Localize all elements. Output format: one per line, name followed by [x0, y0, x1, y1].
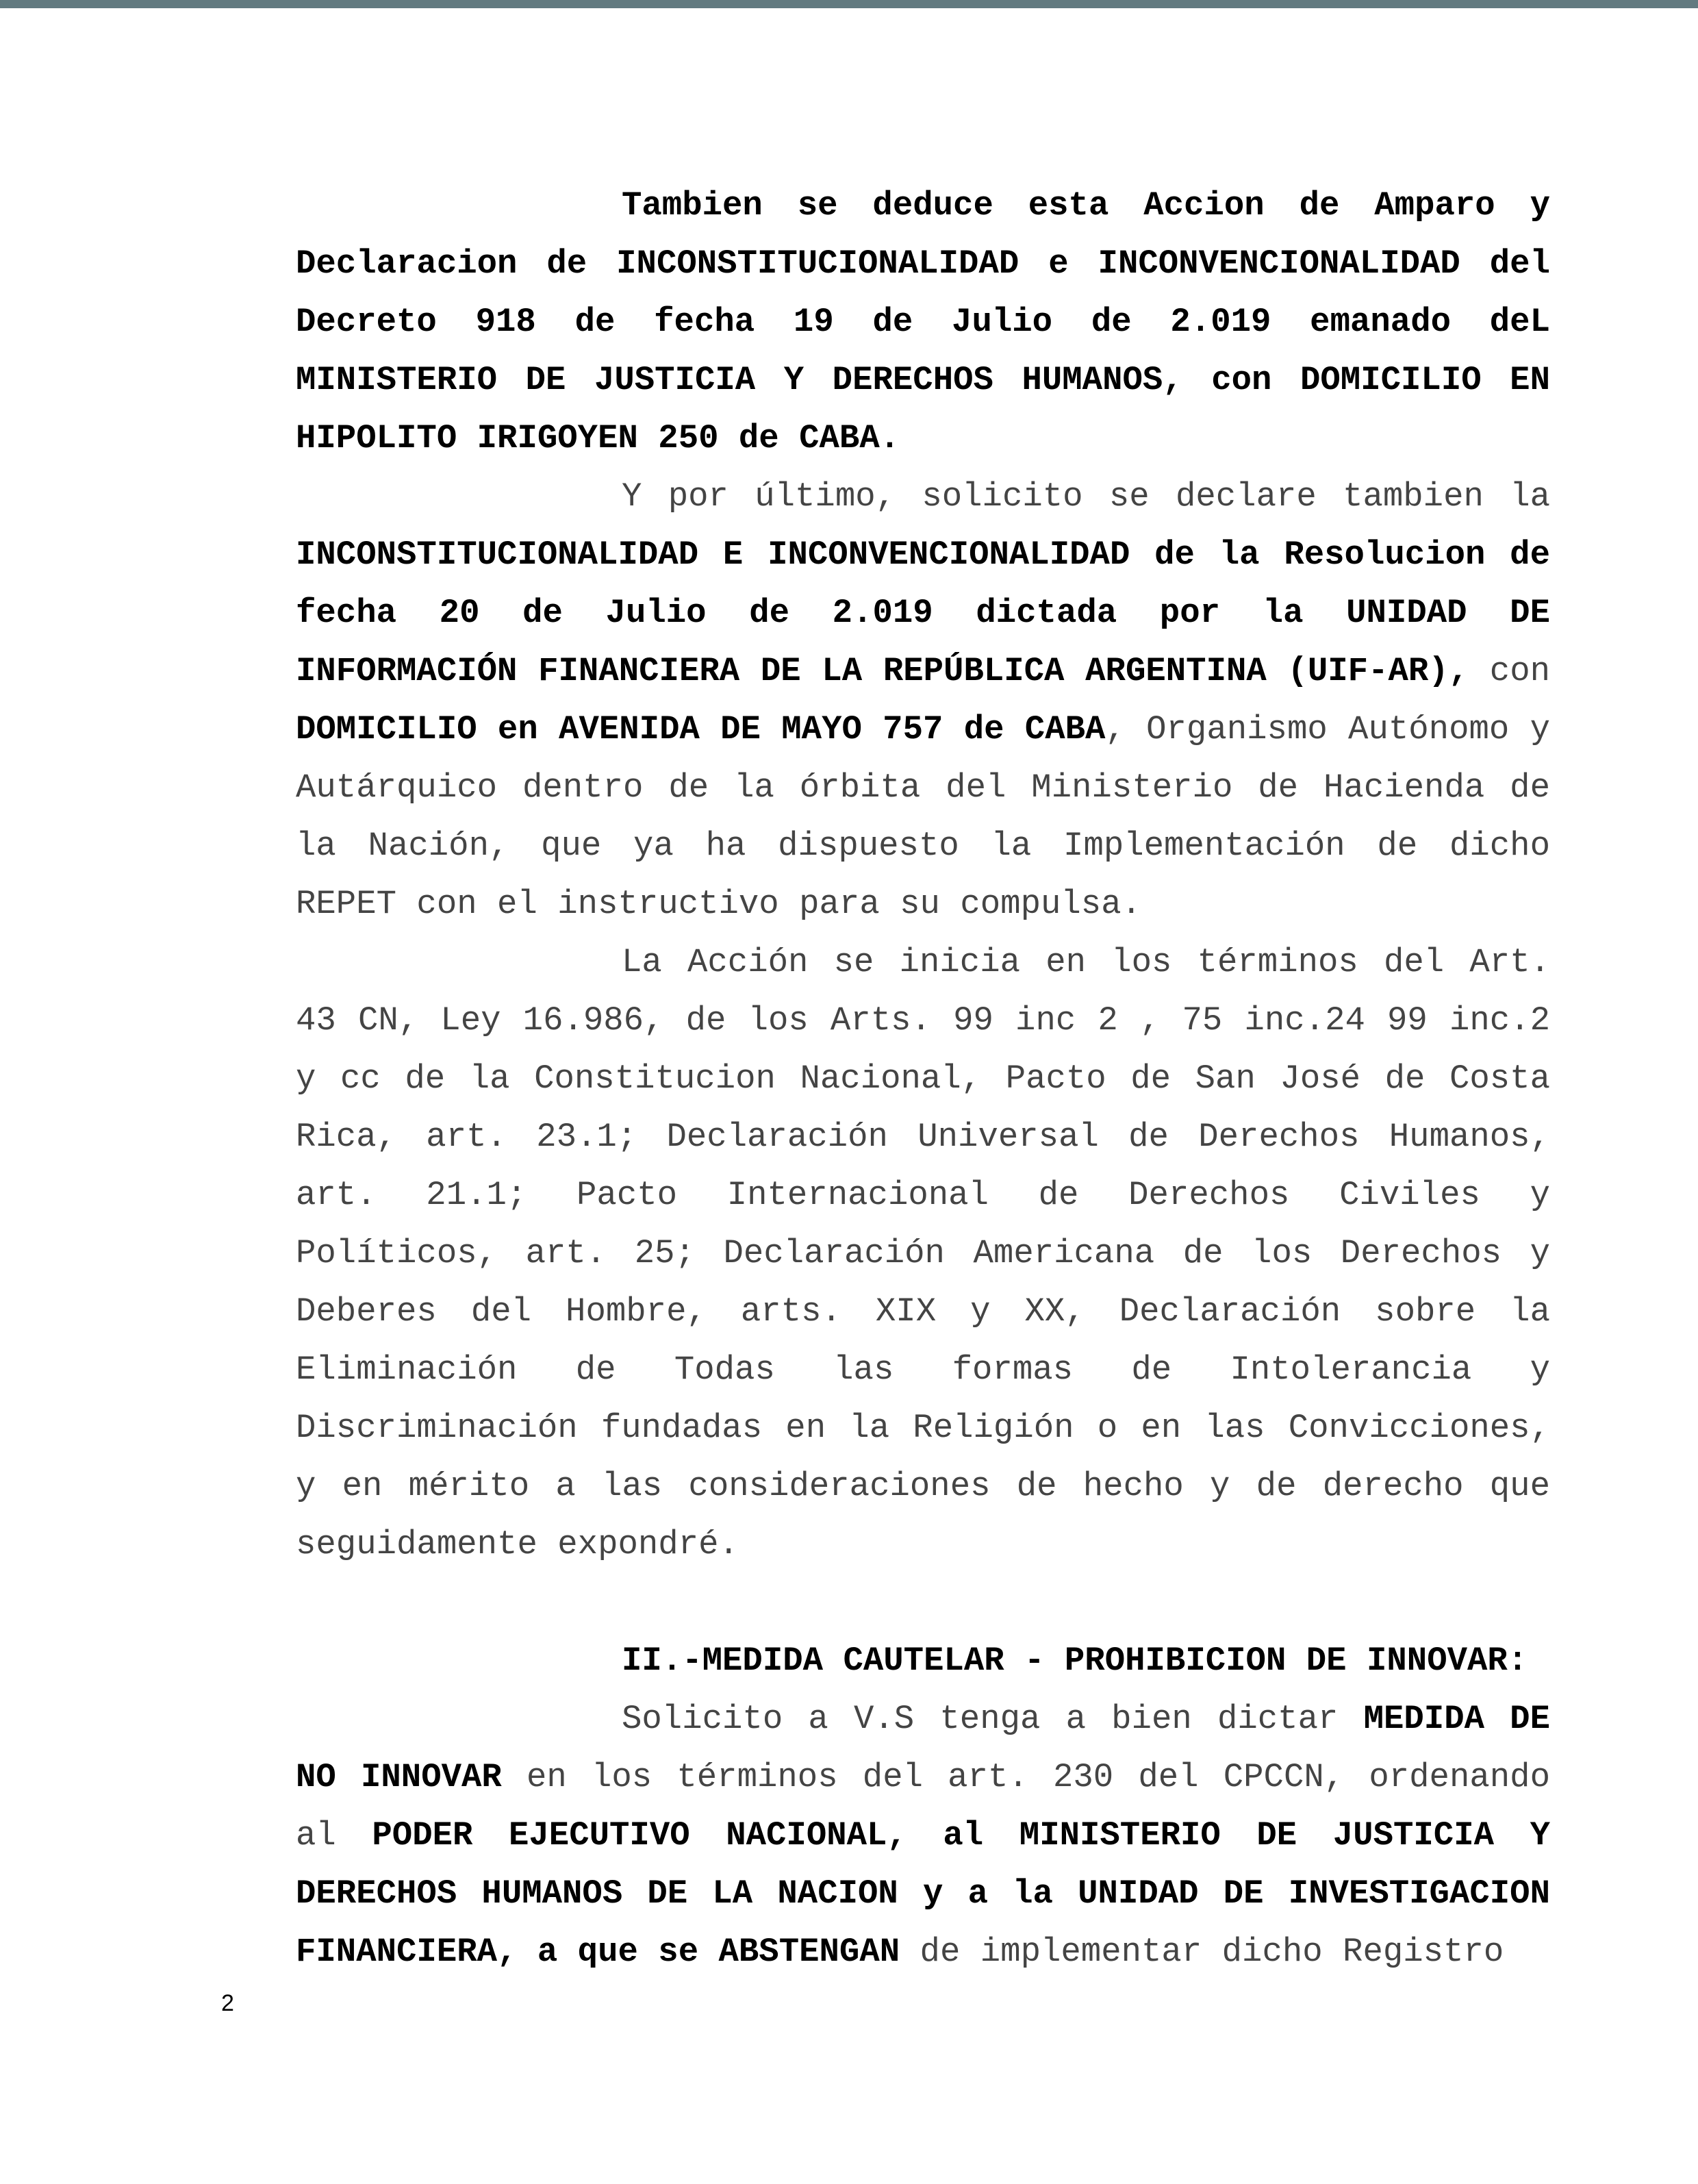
- paragraph-resolucion-bold-1: INCONSTITUCIONALIDAD E INCONVENCIONALIDAD de la Resolucion de fecha 20 de Julio de 2.019 dictada por la UNIDAD DE INFORMACIÓN FINANCIERA DE LA REPÚBLICA ARGENTINA (UIF-AR),: [296, 536, 1550, 690]
- paragraph-resolucion: [296, 468, 1550, 933]
- section-heading-text: II.-MEDIDA CAUTELAR - PROHIBICION DE INNOVAR:: [622, 1642, 1528, 1680]
- paragraph-resolucion-con: con: [1469, 652, 1550, 690]
- paragraph-resolucion-bold-2: DOMICILIO en AVENIDA DE MAYO 757 de CABA: [296, 710, 1106, 749]
- paragraph-medida-mid: en los términos del art. 230 del CPCCN, ordenando al: [296, 1758, 1550, 1855]
- paragraph-medida: [296, 1690, 1550, 1981]
- paragraph-amparo: [296, 177, 1550, 468]
- top-accent-bar: [0, 0, 1698, 8]
- paragraph-resolucion-intro: Y por último, solicito se declare tambien la: [622, 477, 1550, 516]
- paragraph-amparo-text: Tambien se deduce esta Accion de Amparo y Declaracion de INCONSTITUCIONALIDAD e INCONVENCIONALIDAD del Decreto 918 de fecha 19 de Julio de 2.019 emanado deL MINISTERIO DE JUSTICIA Y DERECHOS HUMANOS, con DOMICILIO EN HIPOLITO IRIGOYEN 250 de CABA.: [296, 186, 1550, 457]
- paragraph-resolucion-rest: , Organismo Autónomo y Autárquico dentro de la órbita del Ministerio de Hacienda de la Nación, que ya ha dispuesto la Implementación de dicho REPET con el instructivo para su compulsa.: [296, 710, 1550, 923]
- paragraph-medida-bold-2: PODER EJECUTIVO NACIONAL, al MINISTERIO DE JUSTICIA Y DERECHOS HUMANOS DE LA NACION y a la UNIDAD DE INVESTIGACION FINANCIERA, a que se ABSTENGAN: [296, 1816, 1550, 1971]
- paragraph-medida-intro: Solicito a V.S tenga a bien dictar: [622, 1700, 1364, 1738]
- paragraph-accion: [296, 933, 1550, 1574]
- paragraph-spacer: [296, 1574, 1550, 1632]
- page-number: 2: [221, 1990, 234, 2016]
- paragraph-accion-text: La Acción se inicia en los términos del Art. 43 CN, Ley 16.986, de los Arts. 99 inc 2 , 75 inc.24 99 inc.2 y cc de la Constitucion Nacional, Pacto de San José de Costa Rica, art. 23.1; Declaración Universal de Derechos Humanos, art. 21.1; Pacto Internacional de Derechos Civiles y Políticos, art. 25; Declaración Americana de los Derechos y Deberes del Hombre, arts. XIX y XX, Declaración sobre la Eliminación de Todas las formas de Intolerancia y Discriminación fundadas en la Religión o en las Convicciones, y en mérito a las consideraciones de hecho y de derecho que seguidamente expondré.: [296, 943, 1550, 1564]
- paragraph-medida-bold-1: MEDIDA DE NO INNOVAR: [296, 1700, 1550, 1796]
- document-body: [296, 177, 1550, 1981]
- section-heading: [296, 1632, 1550, 1690]
- paragraph-medida-rest: de implementar dicho Registro: [900, 1933, 1504, 1971]
